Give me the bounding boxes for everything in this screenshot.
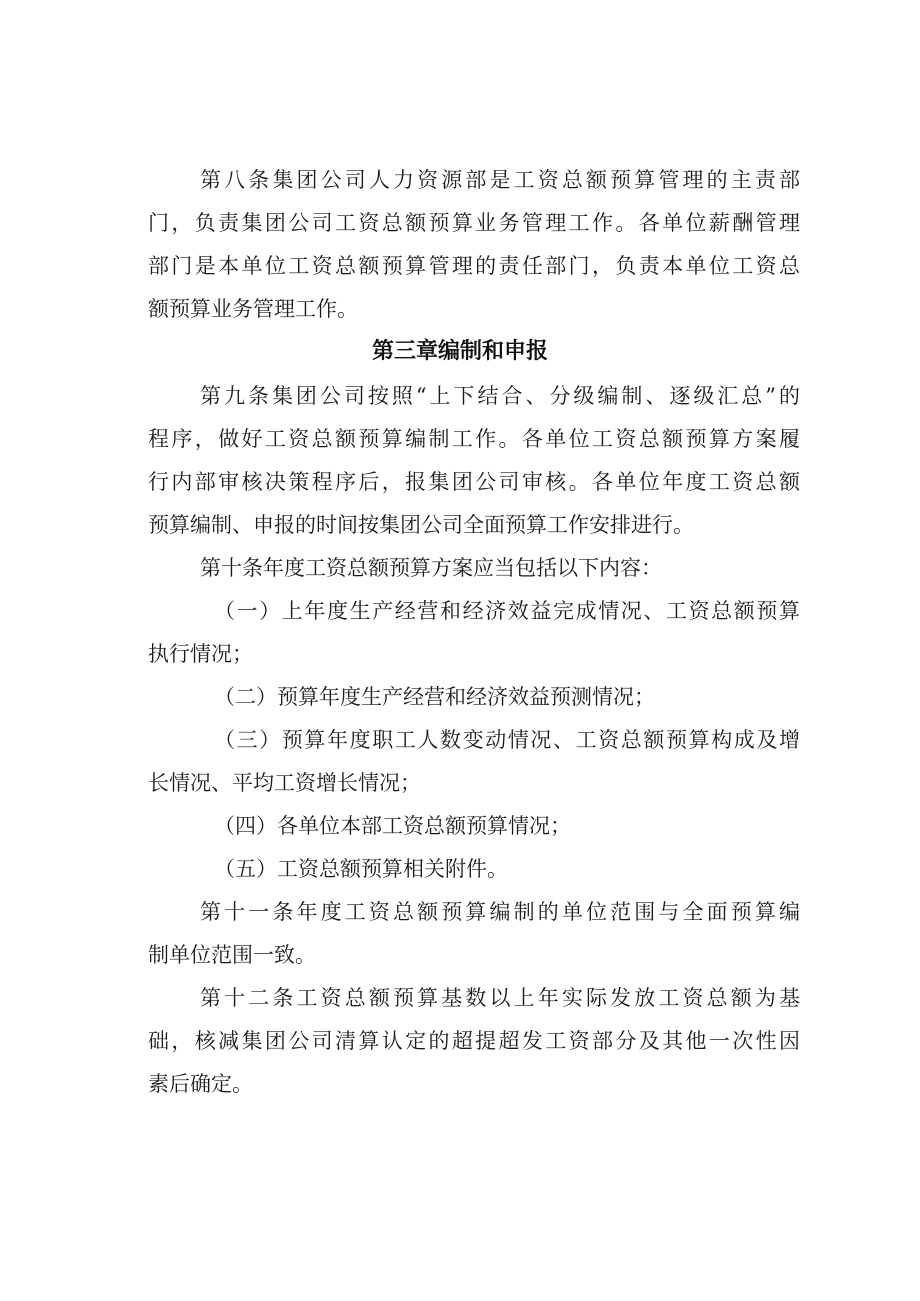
article-12-line-2: 础，核减集团公司清算认定的超提超发工资部分及其他一次性因	[148, 1029, 800, 1053]
article-10-line-1: 第十条年度工资总额预算方案应当包括以下内容：	[200, 556, 662, 580]
item-3-line-2: 长情况、平均工资增长情况；	[148, 771, 421, 795]
item-3-line-1: （三）预算年度职工人数变动情况、工资总额预算构成及增	[214, 728, 800, 752]
article-11-line-1: 第十一条年度工资总额预算编制的单位范围与全面预算编	[200, 900, 800, 924]
item-1-line-2: 执行情况；	[148, 642, 253, 666]
article-12-line-3: 素后确定。	[148, 1072, 253, 1096]
article-9-line-4: 预算编制、申报的时间按集团公司全面预算工作安排进行。	[148, 513, 694, 537]
item-2-line-1: （二）预算年度生产经营和经济效益预测情况；	[214, 685, 655, 709]
article-11-line-2: 制单位范围一致。	[148, 943, 316, 967]
item-4-line-1: （四）各单位本部工资总额预算情况；	[214, 814, 571, 838]
article-8-line-4: 额预算业务管理工作。	[148, 297, 358, 321]
chapter-heading: 第三章编制和申报	[371, 339, 548, 364]
article-8-line-3: 部门是本单位工资总额预算管理的责任部门，负责本单位工资总	[148, 254, 800, 278]
article-8-line-2: 门，负责集团公司工资总额预算业务管理工作。各单位薪酬管理	[148, 211, 800, 235]
article-9-line-1: 第九条集团公司按照“上下结合、分级编制、逐级汇总”的	[200, 384, 800, 408]
article-8-line-1: 第八条集团公司人力资源部是工资总额预算管理的主责部	[200, 168, 800, 192]
article-9-line-2: 程序，做好工资总额预算编制工作。各单位工资总额预算方案履	[148, 427, 800, 451]
article-12-line-1: 第十二条工资总额预算基数以上年实际发放工资总额为基	[200, 986, 800, 1010]
item-1-line-1: （一）上年度生产经营和经济效益完成情况、工资总额预算	[214, 599, 800, 623]
item-5-line-1: （五）工资总额预算相关附件。	[214, 857, 508, 881]
article-9-line-3: 行内部审核决策程序后，报集团公司审核。各单位年度工资总额	[148, 470, 800, 494]
